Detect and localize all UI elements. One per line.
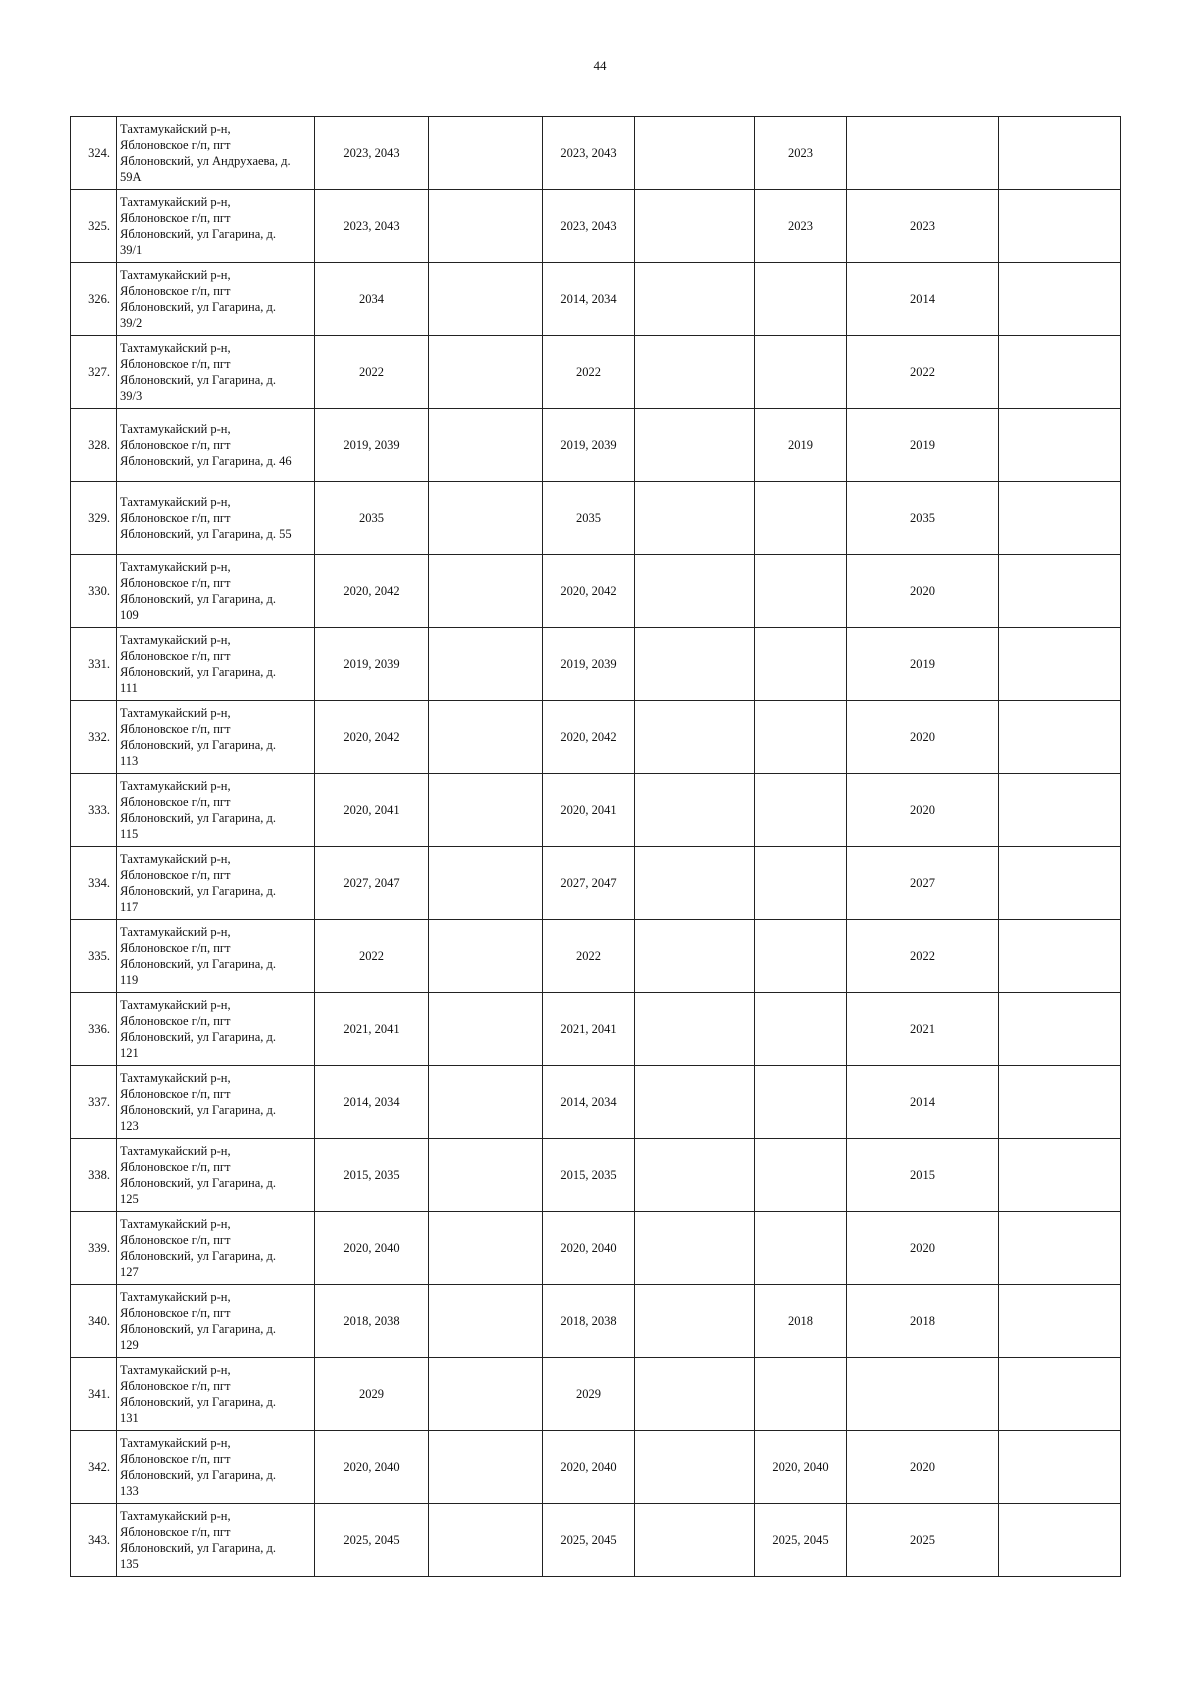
- address-line: Яблоновский, ул Гагарина, д. 46: [120, 454, 292, 468]
- table-row: [71, 409, 1121, 482]
- address-line: Яблоновский, ул Гагарина, д.: [120, 592, 277, 606]
- year-cell-c6: 2023: [847, 190, 999, 263]
- address-line: 109: [120, 608, 139, 622]
- address-cell: [117, 117, 315, 190]
- year-cell-c2: [429, 1212, 543, 1285]
- row-number-cell: 329.: [71, 482, 117, 555]
- year-cell-c3: 2014, 2034: [543, 1066, 635, 1139]
- address-line: Яблоновское г/п, пгт: [120, 1379, 231, 1393]
- address-line: Яблоновское г/п, пгт: [120, 1525, 231, 1539]
- address-line: Яблоновский, ул Гагарина, д.: [120, 738, 277, 752]
- year-cell-c5: 2019: [755, 409, 847, 482]
- address-line: Яблоновский, ул Гагарина, д.: [120, 1030, 277, 1044]
- year-cell-c5: [755, 993, 847, 1066]
- year-cell-c6: 2025: [847, 1504, 999, 1577]
- address-line: Тахтамукайский р-н,: [120, 1290, 231, 1304]
- registry-table-body: [71, 117, 1121, 1577]
- year-cell-c5: [755, 1066, 847, 1139]
- address-line: Тахтамукайский р-н,: [120, 925, 231, 939]
- row-number-cell: 325.: [71, 190, 117, 263]
- year-cell-c1: 2020, 2042: [315, 555, 429, 628]
- year-cell-c3: 2020, 2040: [543, 1212, 635, 1285]
- address-line: Яблоновское г/п, пгт: [120, 1452, 231, 1466]
- address-line: Тахтамукайский р-н,: [120, 998, 231, 1012]
- address-line: Яблоновское г/п, пгт: [120, 438, 231, 452]
- year-cell-c4: [635, 1504, 755, 1577]
- address-cell: [117, 1139, 315, 1212]
- year-cell-c3: 2020, 2041: [543, 774, 635, 847]
- address-line: Яблоновский, ул Гагарина, д.: [120, 1176, 277, 1190]
- address-line: Тахтамукайский р-н,: [120, 195, 231, 209]
- address-line: Яблоновский, ул Гагарина, д.: [120, 1103, 277, 1117]
- address-line: Яблоновское г/п, пгт: [120, 511, 231, 525]
- address-line: Яблоновский, ул Гагарина, д.: [120, 227, 277, 241]
- year-cell-c5: 2018: [755, 1285, 847, 1358]
- address-line: Яблоновский, ул Гагарина, д.: [120, 1395, 277, 1409]
- year-cell-c6: 2014: [847, 263, 999, 336]
- address-line: 117: [120, 900, 139, 914]
- address-line: Яблоновский, ул Гагарина, д.: [120, 300, 277, 314]
- address-line: 133: [120, 1484, 139, 1498]
- year-cell-c5: [755, 774, 847, 847]
- address-line: Яблоновское г/п, пгт: [120, 357, 231, 371]
- year-cell-c2: [429, 847, 543, 920]
- year-cell-c2: [429, 628, 543, 701]
- address-line: Тахтамукайский р-н,: [120, 495, 231, 509]
- year-cell-c2: [429, 117, 543, 190]
- year-cell-c4: [635, 409, 755, 482]
- year-cell-c1: 2020, 2042: [315, 701, 429, 774]
- year-cell-c1: 2020, 2041: [315, 774, 429, 847]
- year-cell-c1: 2021, 2041: [315, 993, 429, 1066]
- address-line: Яблоновский, ул Гагарина, д.: [120, 665, 277, 679]
- year-cell-c6: 2035: [847, 482, 999, 555]
- table-row: [71, 263, 1121, 336]
- year-cell-c7: [999, 847, 1121, 920]
- address-line: 121: [120, 1046, 139, 1060]
- year-cell-c4: [635, 263, 755, 336]
- year-cell-c2: [429, 482, 543, 555]
- year-cell-c4: [635, 1139, 755, 1212]
- year-cell-c2: [429, 1431, 543, 1504]
- year-cell-c2: [429, 263, 543, 336]
- year-cell-c5: 2023: [755, 117, 847, 190]
- address-line: Тахтамукайский р-н,: [120, 1509, 231, 1523]
- address-line: Яблоновское г/п, пгт: [120, 576, 231, 590]
- row-number-cell: 327.: [71, 336, 117, 409]
- year-cell-c5: [755, 701, 847, 774]
- year-cell-c3: 2015, 2035: [543, 1139, 635, 1212]
- year-cell-c4: [635, 847, 755, 920]
- address-cell: [117, 1212, 315, 1285]
- table-row: [71, 1504, 1121, 1577]
- year-cell-c1: 2015, 2035: [315, 1139, 429, 1212]
- year-cell-c5: [755, 555, 847, 628]
- year-cell-c1: 2018, 2038: [315, 1285, 429, 1358]
- year-cell-c5: [755, 336, 847, 409]
- address-line: 113: [120, 754, 139, 768]
- year-cell-c6: 2018: [847, 1285, 999, 1358]
- address-line: 127: [120, 1265, 139, 1279]
- address-line: Яблоновское г/п, пгт: [120, 795, 231, 809]
- year-cell-c7: [999, 628, 1121, 701]
- row-number-cell: 342.: [71, 1431, 117, 1504]
- address-line: Яблоновское г/п, пгт: [120, 284, 231, 298]
- year-cell-c7: [999, 409, 1121, 482]
- year-cell-c1: 2020, 2040: [315, 1431, 429, 1504]
- address-line: Яблоновское г/п, пгт: [120, 1087, 231, 1101]
- year-cell-c7: [999, 1358, 1121, 1431]
- page-number: 44: [593, 58, 607, 73]
- year-cell-c3: 2029: [543, 1358, 635, 1431]
- year-cell-c6: 2015: [847, 1139, 999, 1212]
- year-cell-c5: 2020, 2040: [755, 1431, 847, 1504]
- address-line: Тахтамукайский р-н,: [120, 1363, 231, 1377]
- year-cell-c2: [429, 409, 543, 482]
- address-cell: [117, 263, 315, 336]
- year-cell-c3: 2022: [543, 336, 635, 409]
- row-number-cell: 328.: [71, 409, 117, 482]
- year-cell-c3: 2022: [543, 920, 635, 993]
- year-cell-c2: [429, 1066, 543, 1139]
- year-cell-c5: [755, 263, 847, 336]
- year-cell-c2: [429, 555, 543, 628]
- address-line: Тахтамукайский р-н,: [120, 268, 231, 282]
- row-number-cell: 334.: [71, 847, 117, 920]
- year-cell-c1: 2023, 2043: [315, 190, 429, 263]
- year-cell-c4: [635, 1285, 755, 1358]
- year-cell-c6: 2020: [847, 1212, 999, 1285]
- year-cell-c3: 2020, 2040: [543, 1431, 635, 1504]
- year-cell-c7: [999, 701, 1121, 774]
- year-cell-c7: [999, 920, 1121, 993]
- year-cell-c6: 2021: [847, 993, 999, 1066]
- year-cell-c1: 2022: [315, 336, 429, 409]
- address-line: 115: [120, 827, 139, 841]
- address-cell: [117, 409, 315, 482]
- address-cell: [117, 555, 315, 628]
- address-line: Тахтамукайский р-н,: [120, 633, 231, 647]
- year-cell-c1: 2023, 2043: [315, 117, 429, 190]
- address-cell: [117, 336, 315, 409]
- year-cell-c6: 2022: [847, 920, 999, 993]
- table-row: [71, 1212, 1121, 1285]
- year-cell-c7: [999, 190, 1121, 263]
- year-cell-c2: [429, 774, 543, 847]
- table-row: [71, 920, 1121, 993]
- year-cell-c4: [635, 993, 755, 1066]
- year-cell-c7: [999, 774, 1121, 847]
- year-cell-c1: 2029: [315, 1358, 429, 1431]
- year-cell-c6: 2027: [847, 847, 999, 920]
- year-cell-c3: 2025, 2045: [543, 1504, 635, 1577]
- table-row: [71, 1139, 1121, 1212]
- year-cell-c5: 2025, 2045: [755, 1504, 847, 1577]
- address-line: 125: [120, 1192, 139, 1206]
- year-cell-c6: 2019: [847, 409, 999, 482]
- address-cell: [117, 1431, 315, 1504]
- year-cell-c7: [999, 263, 1121, 336]
- address-line: Яблоновское г/п, пгт: [120, 1014, 231, 1028]
- year-cell-c7: [999, 1285, 1121, 1358]
- year-cell-c2: [429, 993, 543, 1066]
- year-cell-c4: [635, 628, 755, 701]
- address-line: 39/3: [120, 389, 143, 403]
- address-line: Яблоновский, ул Гагарина, д.: [120, 957, 277, 971]
- address-line: Тахтамукайский р-н,: [120, 852, 231, 866]
- row-number-cell: 341.: [71, 1358, 117, 1431]
- address-line: Тахтамукайский р-н,: [120, 122, 231, 136]
- address-line: Яблоновский, ул Андрухаева, д.: [120, 154, 291, 168]
- year-cell-c1: 2034: [315, 263, 429, 336]
- year-cell-c6: 2020: [847, 1431, 999, 1504]
- year-cell-c5: [755, 628, 847, 701]
- year-cell-c4: [635, 920, 755, 993]
- address-line: 123: [120, 1119, 139, 1133]
- year-cell-c3: 2014, 2034: [543, 263, 635, 336]
- address-line: Яблоновский, ул Гагарина, д.: [120, 1322, 277, 1336]
- year-cell-c4: [635, 1066, 755, 1139]
- address-cell: [117, 628, 315, 701]
- row-number-cell: 331.: [71, 628, 117, 701]
- table-row: [71, 1358, 1121, 1431]
- year-cell-c5: [755, 847, 847, 920]
- year-cell-c3: 2019, 2039: [543, 628, 635, 701]
- table-row: [71, 1431, 1121, 1504]
- year-cell-c2: [429, 336, 543, 409]
- address-line: 39/2: [120, 316, 143, 330]
- address-cell: [117, 920, 315, 993]
- table-row: [71, 993, 1121, 1066]
- year-cell-c5: [755, 482, 847, 555]
- year-cell-c5: [755, 1139, 847, 1212]
- year-cell-c3: 2020, 2042: [543, 701, 635, 774]
- address-cell: [117, 847, 315, 920]
- address-cell: [117, 1285, 315, 1358]
- year-cell-c5: [755, 1358, 847, 1431]
- row-number-cell: 337.: [71, 1066, 117, 1139]
- row-number-cell: 330.: [71, 555, 117, 628]
- year-cell-c5: [755, 1212, 847, 1285]
- table-row: [71, 1285, 1121, 1358]
- address-line: 39/1: [120, 243, 143, 257]
- address-line: Яблоновское г/п, пгт: [120, 649, 231, 663]
- address-line: 129: [120, 1338, 139, 1352]
- year-cell-c3: 2020, 2042: [543, 555, 635, 628]
- year-cell-c6: 2022: [847, 336, 999, 409]
- year-cell-c6: [847, 1358, 999, 1431]
- row-number-cell: 326.: [71, 263, 117, 336]
- year-cell-c1: 2022: [315, 920, 429, 993]
- row-number-cell: 332.: [71, 701, 117, 774]
- year-cell-c4: [635, 1212, 755, 1285]
- year-cell-c2: [429, 701, 543, 774]
- row-number-cell: 335.: [71, 920, 117, 993]
- year-cell-c5: [755, 920, 847, 993]
- year-cell-c2: [429, 1504, 543, 1577]
- year-cell-c2: [429, 1358, 543, 1431]
- address-line: Яблоновское г/п, пгт: [120, 1160, 231, 1174]
- year-cell-c4: [635, 1431, 755, 1504]
- address-line: Тахтамукайский р-н,: [120, 1144, 231, 1158]
- row-number-cell: 343.: [71, 1504, 117, 1577]
- year-cell-c3: 2023, 2043: [543, 117, 635, 190]
- year-cell-c2: [429, 1285, 543, 1358]
- table-row: [71, 190, 1121, 263]
- table-row: [71, 847, 1121, 920]
- year-cell-c6: 2019: [847, 628, 999, 701]
- year-cell-c7: [999, 1139, 1121, 1212]
- address-line: Яблоновский, ул Гагарина, д. 55: [120, 527, 292, 541]
- address-cell: [117, 482, 315, 555]
- year-cell-c1: 2019, 2039: [315, 409, 429, 482]
- address-line: Тахтамукайский р-н,: [120, 422, 231, 436]
- year-cell-c3: 2021, 2041: [543, 993, 635, 1066]
- year-cell-c3: 2035: [543, 482, 635, 555]
- address-cell: [117, 1066, 315, 1139]
- address-line: Тахтамукайский р-н,: [120, 1436, 231, 1450]
- address-cell: [117, 190, 315, 263]
- year-cell-c7: [999, 1212, 1121, 1285]
- address-line: Яблоновское г/п, пгт: [120, 941, 231, 955]
- table-row: [71, 1066, 1121, 1139]
- year-cell-c6: 2020: [847, 701, 999, 774]
- address-line: 59А: [120, 170, 142, 184]
- year-cell-c4: [635, 1358, 755, 1431]
- year-cell-c5: 2023: [755, 190, 847, 263]
- address-line: Тахтамукайский р-н,: [120, 779, 231, 793]
- address-line: Яблоновское г/п, пгт: [120, 138, 231, 152]
- year-cell-c4: [635, 190, 755, 263]
- year-cell-c3: 2018, 2038: [543, 1285, 635, 1358]
- address-cell: [117, 774, 315, 847]
- address-cell: [117, 1504, 315, 1577]
- address-line: Яблоновское г/п, пгт: [120, 1233, 231, 1247]
- address-line: 135: [120, 1557, 139, 1571]
- year-cell-c7: [999, 1066, 1121, 1139]
- row-number-cell: 339.: [71, 1212, 117, 1285]
- year-cell-c6: 2020: [847, 774, 999, 847]
- year-cell-c7: [999, 482, 1121, 555]
- year-cell-c4: [635, 555, 755, 628]
- row-number-cell: 333.: [71, 774, 117, 847]
- year-cell-c1: 2035: [315, 482, 429, 555]
- year-cell-c4: [635, 117, 755, 190]
- table-row: [71, 701, 1121, 774]
- year-cell-c7: [999, 1504, 1121, 1577]
- row-number-cell: 340.: [71, 1285, 117, 1358]
- year-cell-c7: [999, 993, 1121, 1066]
- address-line: Яблоновское г/п, пгт: [120, 1306, 231, 1320]
- address-line: Яблоновское г/п, пгт: [120, 868, 231, 882]
- year-cell-c4: [635, 336, 755, 409]
- year-cell-c7: [999, 117, 1121, 190]
- address-line: Яблоновский, ул Гагарина, д.: [120, 884, 277, 898]
- address-line: Яблоновский, ул Гагарина, д.: [120, 373, 277, 387]
- address-cell: [117, 1358, 315, 1431]
- year-cell-c6: 2014: [847, 1066, 999, 1139]
- year-cell-c3: 2019, 2039: [543, 409, 635, 482]
- year-cell-c7: [999, 336, 1121, 409]
- year-cell-c2: [429, 920, 543, 993]
- address-line: Яблоновский, ул Гагарина, д.: [120, 1249, 277, 1263]
- year-cell-c1: 2014, 2034: [315, 1066, 429, 1139]
- address-line: 131: [120, 1411, 139, 1425]
- address-cell: [117, 993, 315, 1066]
- year-cell-c6: [847, 117, 999, 190]
- address-cell: [117, 701, 315, 774]
- address-line: Тахтамукайский р-н,: [120, 706, 231, 720]
- address-line: Яблоновское г/п, пгт: [120, 722, 231, 736]
- address-line: Тахтамукайский р-н,: [120, 560, 231, 574]
- year-cell-c1: 2020, 2040: [315, 1212, 429, 1285]
- year-cell-c7: [999, 1431, 1121, 1504]
- address-line: 111: [120, 681, 138, 695]
- year-cell-c1: 2019, 2039: [315, 628, 429, 701]
- address-line: 119: [120, 973, 139, 987]
- table-row: [71, 628, 1121, 701]
- row-number-cell: 338.: [71, 1139, 117, 1212]
- year-cell-c4: [635, 701, 755, 774]
- row-number-cell: 336.: [71, 993, 117, 1066]
- year-cell-c1: 2027, 2047: [315, 847, 429, 920]
- table-row: [71, 117, 1121, 190]
- year-cell-c1: 2025, 2045: [315, 1504, 429, 1577]
- year-cell-c4: [635, 482, 755, 555]
- row-number-cell: 324.: [71, 117, 117, 190]
- address-line: Яблоновский, ул Гагарина, д.: [120, 1541, 277, 1555]
- table-row: [71, 555, 1121, 628]
- table-row: [71, 774, 1121, 847]
- year-cell-c2: [429, 1139, 543, 1212]
- registry-table: [70, 116, 1121, 1577]
- address-line: Тахтамукайский р-н,: [120, 341, 231, 355]
- year-cell-c3: 2027, 2047: [543, 847, 635, 920]
- address-line: Яблоновский, ул Гагарина, д.: [120, 1468, 277, 1482]
- address-line: Тахтамукайский р-н,: [120, 1217, 231, 1231]
- table-row: [71, 482, 1121, 555]
- year-cell-c2: [429, 190, 543, 263]
- table-row: [71, 336, 1121, 409]
- address-line: Тахтамукайский р-н,: [120, 1071, 231, 1085]
- year-cell-c3: 2023, 2043: [543, 190, 635, 263]
- year-cell-c4: [635, 774, 755, 847]
- address-line: Яблоновское г/п, пгт: [120, 211, 231, 225]
- year-cell-c6: 2020: [847, 555, 999, 628]
- address-line: Яблоновский, ул Гагарина, д.: [120, 811, 277, 825]
- year-cell-c7: [999, 555, 1121, 628]
